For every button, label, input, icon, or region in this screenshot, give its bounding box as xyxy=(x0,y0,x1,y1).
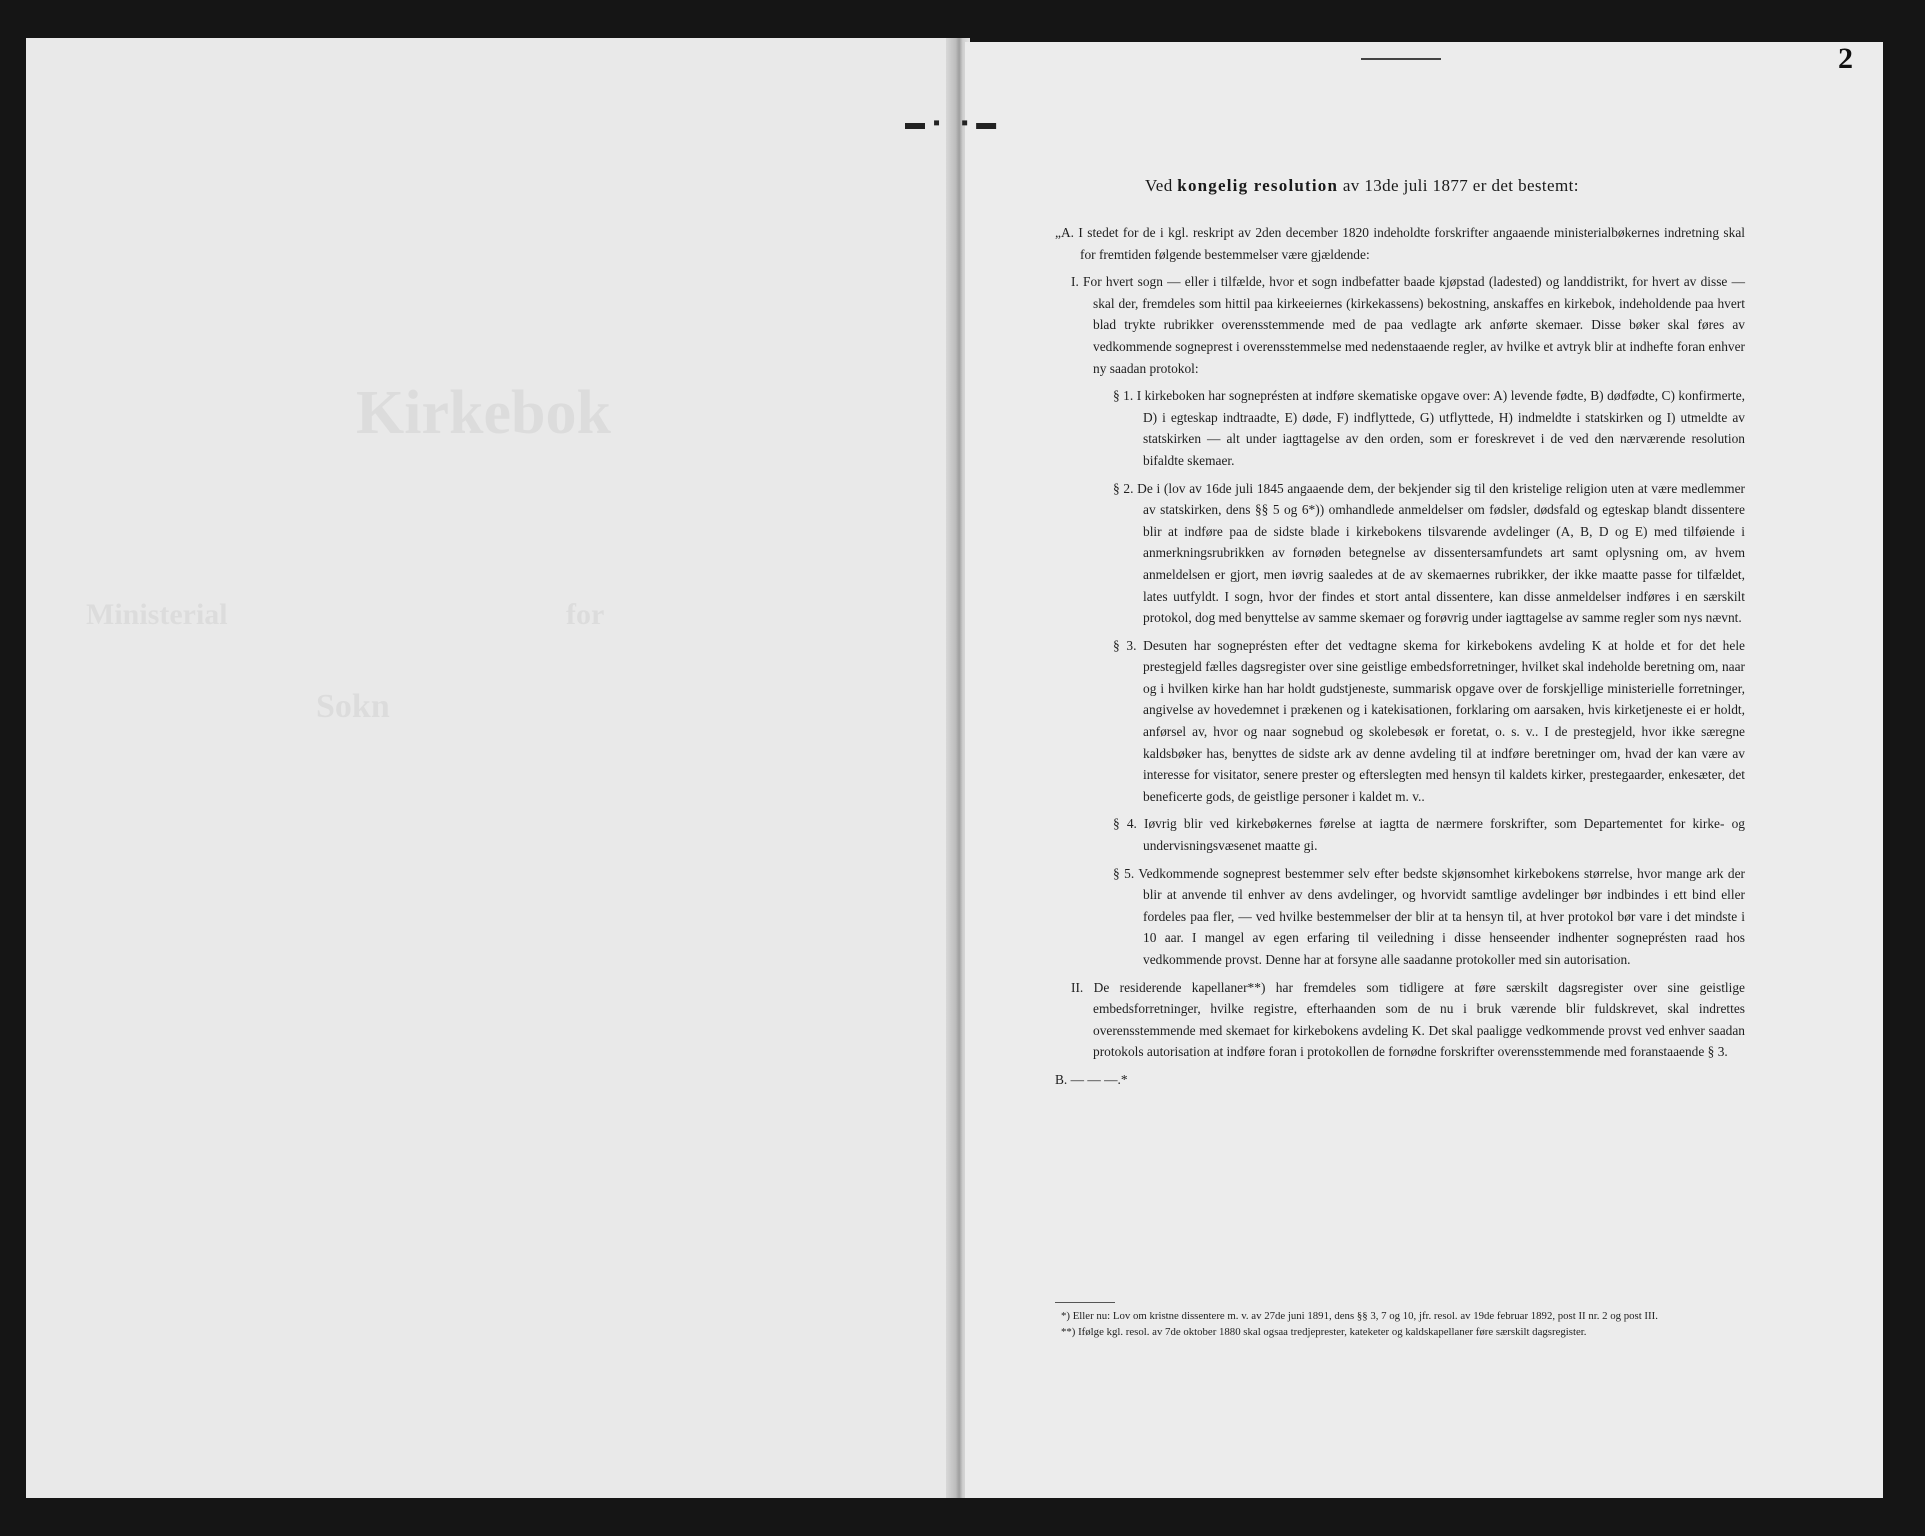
footnotes xyxy=(1061,1308,1751,1340)
title-emphasis: kongelig resolution xyxy=(1177,176,1339,195)
bleed-through-line: for xyxy=(566,598,605,631)
paragraph-5: § 5. Vedkommende sogneprest bestemmer selv efter bedste skjønsomhet kirkebokens størrelse, hvor mange ark der blir at anvende til enhver av dens avdelinger, og hvorvidt samtlige avdelinger bør indbindes i ett bind eller fordeles paa fler, — ved hvilke bestemmelser der blir at ta hensyn til, at hver protokol bør vare i det mindste i 10 aar. I mangel av egen erfaring til veiledning i disse henseender indhenter sogneprésten raad hos vedkommende provst. Denne har at forsyne alle saadanne protokoller med sin autorisation. xyxy=(1113,865,1745,967)
resolution-text xyxy=(1055,222,1745,1093)
bleed-through-line: Sokn xyxy=(316,688,390,725)
paragraph-1: § 1. I kirkeboken har sogneprésten at indføre skematiske opgave over: A) levende fødte, B) dødfødte, C) konfirmerte, D) i egteskap indtraadte, E) døde, F) indflyttede, G) utflyttede, H) indmeldte i statskirken og I) utmeldte av statskirken — alt under iagttagelse av den orden, som er foreskrevet i de ved den nærværende resolution bifaldte skemaer. xyxy=(1113,388,1745,468)
bleed-through-line: Ministerial xyxy=(86,598,228,631)
left-page xyxy=(26,38,962,1498)
section-i: I. For hvert sogn — eller i tilfælde, hvor et sogn indbefatter baade kjøpstad (ladested) og landdistrikt, for hvert av disse — skal der, fremdeles som hittil paa kirkeeiernes (kirkekassens) bekostning, anskaffes en kirkebok, indeholdende paa hvert blad trykte rubrikker overensstemmende med de paa vedlagte ark anførte skemaer. Disse bøker skal føres av vedkommende sogneprest i overensstemmelse med nedenstaaende regler, av hvilke et avtryk blir at indhefte foran enhver ny saadan protokol: xyxy=(1071,274,1745,376)
paragraph-2: § 2. De i (lov av 16de juli 1845 angaaende dem, der bekjender sig til den kristelige religion uten at være medlemmer av statskirken, dens §§ 5 og 6*)) omhandlede anmeldelser om fødsler, dødsfald og egteskap blandt dissentere blir at indføre paa de sidste blade i kirkebokens tilsvarende avdelinger (A, B, D og E) med tilføiende i anmerkningsrubrikken av fornøden betegnelse av dissentersamfundets art samt oplysning om, av hvem anmeldelsen er gjort, men iøvrig saaledes at de av skemaernes rubrikker, der ikke maatte passe for tilfældet, lates uutfyldt. I sogn, hvor der findes et stort antal dissentere, kan disse anmeldelser indføres i en særskilt protokol, dog med benyttelse av samme skemaer og forøvrig under iagttagelse av samme regler som nys nævnt. xyxy=(1113,480,1745,626)
paragraph-4: § 4. Iøvrig blir ved kirkebøkernes førelse at iagtta de nærmere forskrifter, som Departementet for kirke- og undervisningsvæsenet maatte gi. xyxy=(1113,816,1745,854)
paragraph-3: § 3. Desuten har sogneprésten efter det vedtagne skema for kirkebokens avdeling K at holde et for det hele prestegjeld fælles dagsregister over sine geistlige embedsforretninger, hvilket skal indeholde beretning om, naar og i hvilken kirke han har holdt gudstjeneste, summarisk opgave over de forskjellige ministerielle forretninger, angivelse av hovedemnet i prækenen og i katekisationen, forklaring om aarsaken, hvis kirketjeneste ei er holdt, anførsel av, hvor og naar sognebud og skolebesøk er foretat, o. s. v.. I de prestegjeld, hvor ikke særegne kaldsbøker has, benyttes de sidste ark av denne avdeling til at indføre beretninger om, hvad der kan være av interesse for visitator, senere prester og efterslegten med hensyn til kaldets kirker, prestegaarder, enkesæter, det beneficerte gods, de geistlige personer i kaldet m. v.. xyxy=(1113,637,1745,804)
footnote-rule xyxy=(1055,1302,1115,1303)
bleed-through-title: Kirkebok xyxy=(356,379,611,447)
section-a: „A. I stedet for de i kgl. reskript av 2den december 1820 indeholdte forskrifter angaaende ministerialbøkernes indretning skal for fremtiden følgende bestemmelser være gjældende: xyxy=(1055,225,1745,262)
title-prefix: Ved xyxy=(1145,176,1173,195)
page-title xyxy=(1145,176,1579,196)
section-ii: II. De residerende kapellaner**) har fremdeles som tidligere at føre særskilt dagsregister over sine geistlige embedsforretninger, hvilke registre, efterhaanden som de nu i bruk værende blir fuldskrevet, skal indrettes overensstemmende med skemaet for kirkebokens avdeling K. Det skal paaligge vedkommende provst ved enhver saadan protokols autorisation at indføre foran i protokollen de fornødne forskrifter overensstemmende med foranstaaende § 3. xyxy=(1071,979,1745,1060)
right-page xyxy=(905,42,1883,1498)
title-suffix: av 13de juli 1877 er det bestemt: xyxy=(1342,176,1579,195)
top-rule xyxy=(1361,58,1441,60)
footnote-1: *) Eller nu: Lov om kristne dissentere m. v. av 27de juni 1891, dens §§ 3, 7 og 10, jfr. resol. av 19de februar 1892, post II nr. 2 og post III. xyxy=(1061,1310,1658,1322)
binding-marks: ▬▪ ▪▬ xyxy=(905,112,1005,134)
footnote-2: **) Ifølge kgl. resol. av 7de oktober 1880 skal ogsaa tredjeprester, kateketer og kaldskapellaner føre særskilt dagsregister. xyxy=(1061,1326,1587,1338)
page-number: 2 xyxy=(1838,42,1853,75)
section-b: B. — — —.* xyxy=(1055,1071,1128,1087)
